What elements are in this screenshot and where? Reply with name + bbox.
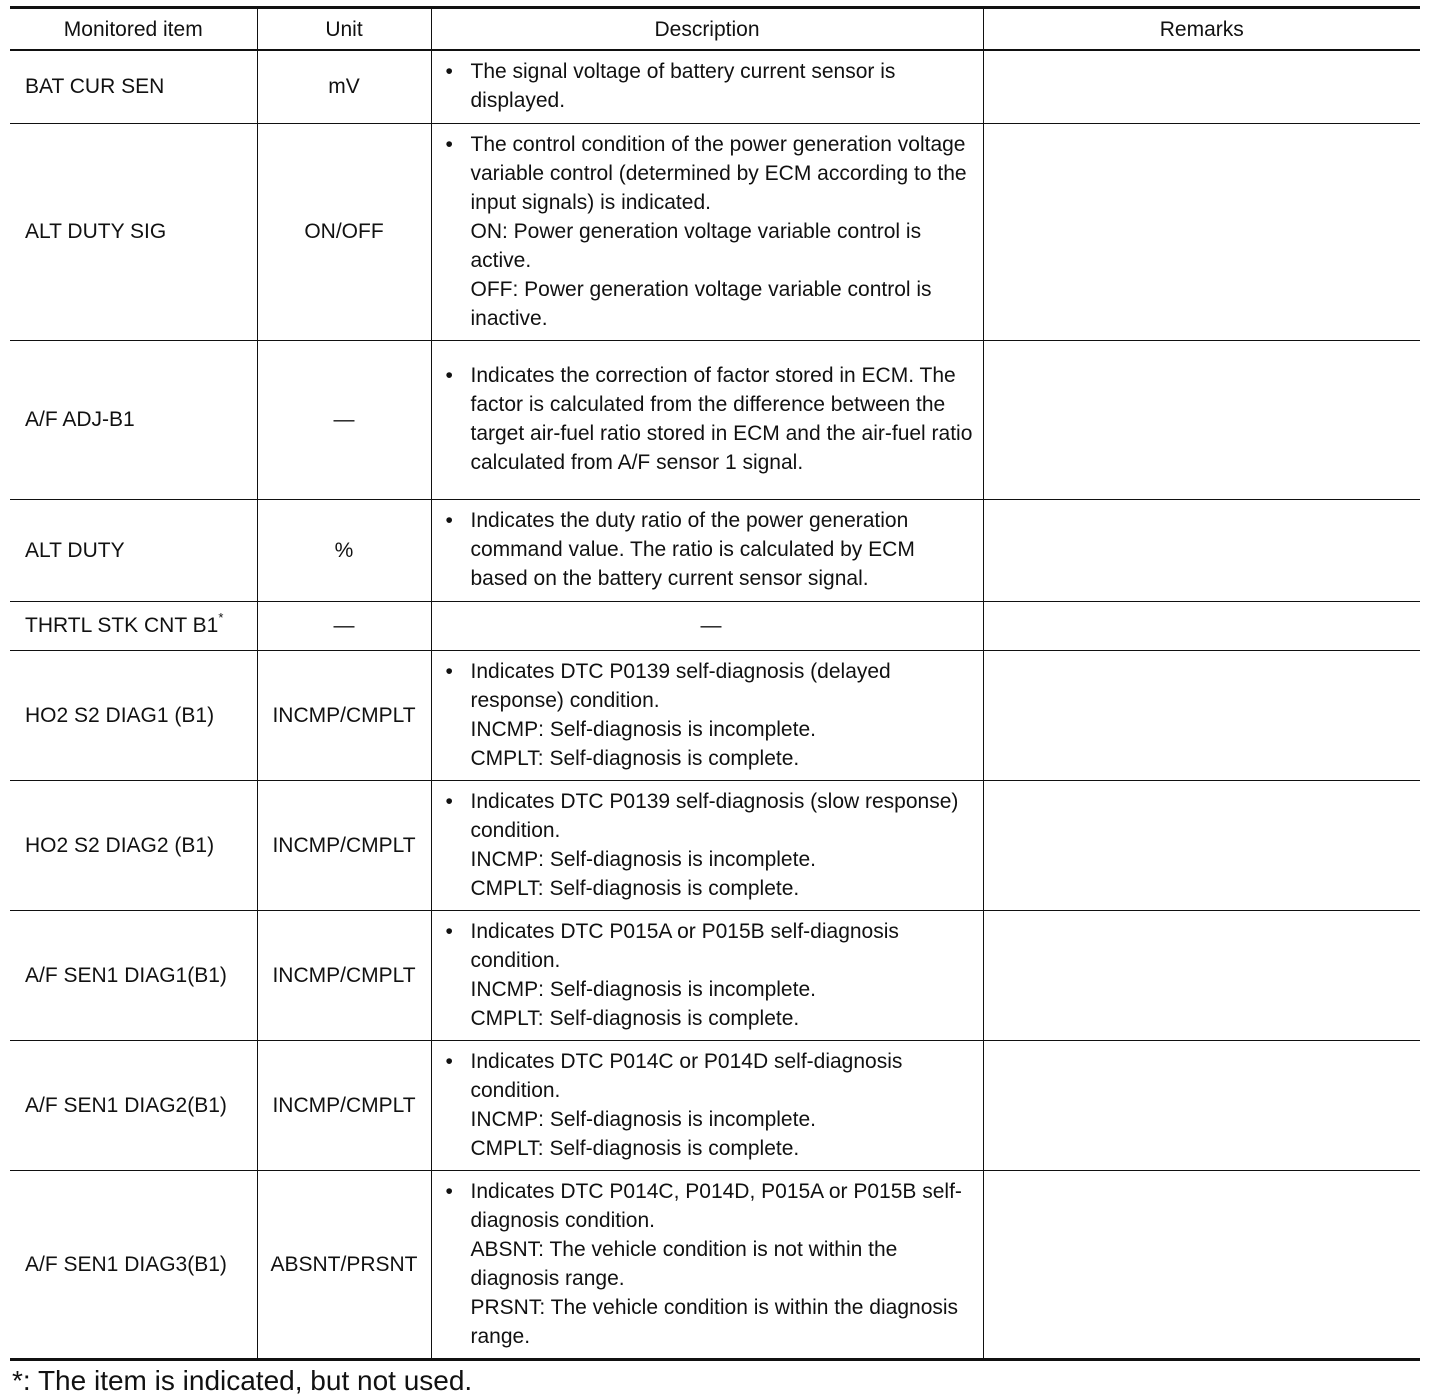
cell-item: HO2 S2 DIAG1 (B1) — [10, 650, 257, 780]
cell-description — [431, 50, 983, 123]
cell-item: HO2 S2 DIAG2 (B1) — [10, 780, 257, 910]
description-text: Indicates DTC P014C or P014D self-diagnosis condition. — [470, 1049, 903, 1102]
table-row — [10, 50, 1420, 123]
cell-unit: ON/OFF — [257, 123, 431, 340]
table-row — [10, 601, 1420, 650]
table-row — [10, 1170, 1420, 1359]
item-text: THRTL STK CNT B1 — [25, 614, 219, 637]
bullet-mark: • — [445, 789, 453, 813]
cell-unit: ABSNT/PRSNT — [257, 1170, 431, 1359]
cell-description — [431, 910, 983, 1040]
cell-remarks — [983, 650, 1420, 780]
table-row — [10, 650, 1420, 780]
header-monitored-item: Monitored item — [10, 8, 257, 51]
description-line: INCMP: Self-diagnosis is incomplete. — [470, 1107, 816, 1131]
description-line: CMPLT: Self-diagnosis is complete. — [470, 746, 800, 770]
table-row — [10, 780, 1420, 910]
cell-remarks — [983, 123, 1420, 340]
table-header-row — [10, 8, 1420, 51]
cell-remarks — [983, 1170, 1420, 1359]
table-row — [10, 1040, 1420, 1170]
header-unit: Unit — [257, 8, 431, 51]
table-row — [10, 340, 1420, 499]
bullet-mark: • — [445, 659, 453, 683]
cell-description — [431, 499, 983, 601]
description-line: INCMP: Self-diagnosis is incomplete. — [470, 847, 816, 871]
table-row — [10, 123, 1420, 340]
description-text: Indicates DTC P0139 self-diagnosis (slow response) condition. — [470, 789, 959, 842]
cell-description — [431, 1040, 983, 1170]
cell-description — [431, 340, 983, 499]
cell-item: A/F ADJ-B1 — [10, 340, 257, 499]
cell-item: ALT DUTY SIG — [10, 123, 257, 340]
description-text: Indicates DTC P0139 self-diagnosis (delayed response) condition. — [470, 659, 891, 712]
cell-remarks — [983, 499, 1420, 601]
cell-description — [431, 780, 983, 910]
cell-description — [431, 650, 983, 780]
cell-unit: — — [257, 601, 431, 650]
bullet-mark: • — [445, 509, 453, 532]
description-line: INCMP: Self-diagnosis is incomplete. — [470, 977, 816, 1001]
cell-unit: — — [257, 340, 431, 499]
description-line: CMPLT: Self-diagnosis is complete. — [470, 876, 800, 900]
description-line: ON: Power generation voltage variable control is active. — [470, 219, 922, 272]
cell-unit: INCMP/CMPLT — [257, 780, 431, 910]
description-text: Indicates the duty ratio of the power generation command value. The ratio is calculated by ECM based on the battery current sensor signal. — [470, 509, 915, 590]
bullet-mark: • — [445, 1049, 453, 1073]
description-line: PRSNT: The vehicle condition is within the diagnosis range. — [470, 1295, 959, 1348]
description-text: The control condition of the power generation voltage variable control (determined by ECM according to the input signals) is indicated. — [470, 132, 967, 214]
cell-item: ALT DUTY — [10, 499, 257, 601]
description-line: CMPLT: Self-diagnosis is complete. — [470, 1006, 800, 1030]
cell-unit: INCMP/CMPLT — [257, 650, 431, 780]
bullet-mark: • — [445, 132, 453, 156]
table-row — [10, 910, 1420, 1040]
table-footnote: *: The item is indicated, but not used. — [12, 1365, 473, 1396]
cell-item: A/F SEN1 DIAG3(B1) — [10, 1170, 257, 1359]
cell-remarks — [983, 780, 1420, 910]
bullet-mark: • — [445, 919, 453, 943]
header-description: Description — [431, 8, 983, 51]
cell-description — [431, 123, 983, 340]
description-line: ABSNT: The vehicle condition is not within the diagnosis range. — [470, 1237, 898, 1290]
footnote-marker: * — [218, 610, 224, 625]
description-text: Indicates the correction of factor stored in ECM. The factor is calculated from the difference between the target air-fuel ratio stored in ECM and the air-fuel ratio calculated from A/F sensor 1 signal. — [470, 364, 973, 474]
cell-description: — — [431, 601, 983, 650]
cell-description — [431, 1170, 983, 1359]
cell-item: A/F SEN1 DIAG2(B1) — [10, 1040, 257, 1170]
cell-item: A/F SEN1 DIAG1(B1) — [10, 910, 257, 1040]
cell-remarks — [983, 50, 1420, 123]
cell-remarks — [983, 910, 1420, 1040]
description-line: OFF: Power generation voltage variable control is inactive. — [470, 277, 932, 330]
cell-item: BAT CUR SEN — [10, 50, 257, 123]
cell-unit: % — [257, 499, 431, 601]
description-text: Indicates DTC P014C, P014D, P015A or P015B self-diagnosis condition. — [470, 1179, 962, 1232]
cell-remarks — [983, 340, 1420, 499]
bullet-mark: • — [445, 60, 453, 84]
monitor-items-table — [10, 6, 1420, 1361]
cell-unit: mV — [257, 50, 431, 123]
description-text: Indicates DTC P015A or P015B self-diagnosis condition. — [470, 919, 899, 972]
description-line: CMPLT: Self-diagnosis is complete. — [470, 1136, 800, 1160]
description-line: INCMP: Self-diagnosis is incomplete. — [470, 717, 816, 741]
table-row — [10, 499, 1420, 601]
cell-remarks — [983, 601, 1420, 650]
cell-remarks — [983, 1040, 1420, 1170]
description-text: The signal voltage of battery current sensor is displayed. — [470, 60, 896, 113]
cell-unit: INCMP/CMPLT — [257, 1040, 431, 1170]
cell-item — [10, 601, 257, 650]
bullet-mark: • — [445, 1179, 453, 1203]
header-remarks: Remarks — [983, 8, 1420, 51]
bullet-mark: • — [445, 364, 453, 387]
cell-unit: INCMP/CMPLT — [257, 910, 431, 1040]
